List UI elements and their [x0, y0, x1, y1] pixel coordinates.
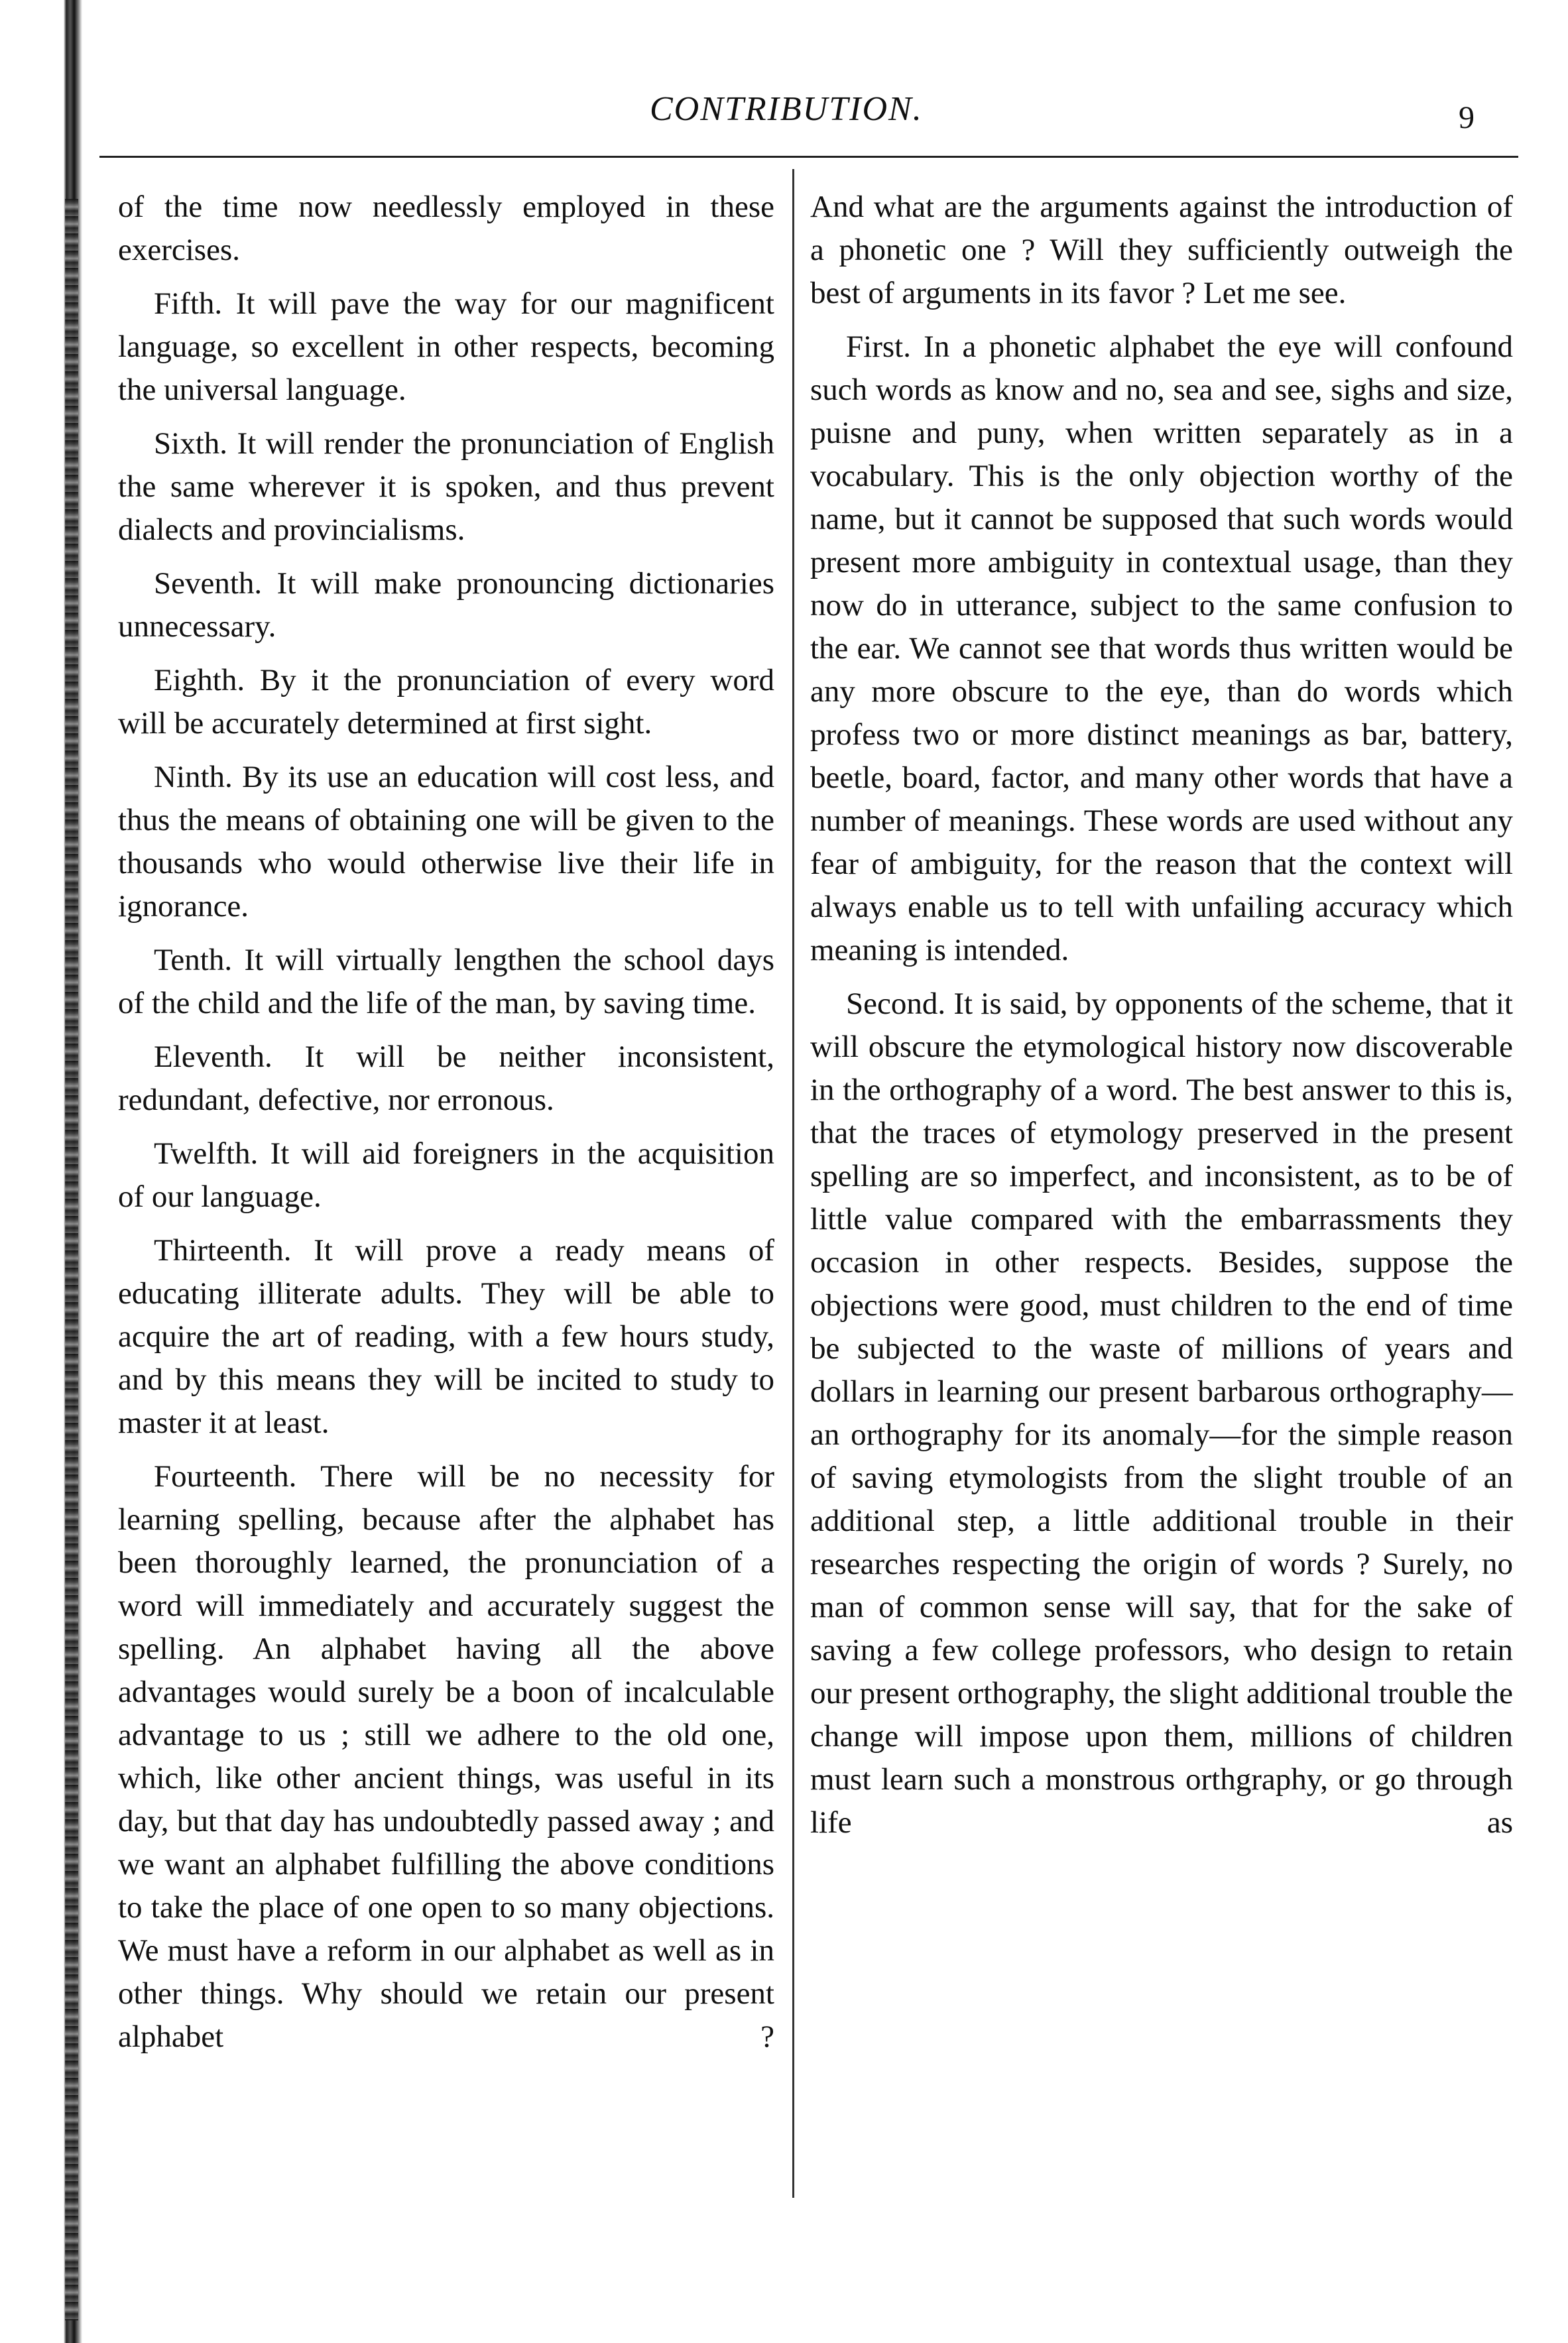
paragraph: Ninth. By its use an education will cost less, and thus the means of obtaining one will be given to the thousands who would otherwise live their life in ignorance. [118, 760, 774, 924]
running-title: CONTRIBUTION. [650, 90, 923, 128]
right-column [810, 186, 1513, 2214]
paragraph: Fourteenth. There will be no necessity for learning spelling, because after the alphabet has been thoroughly learned, the pronunciation of a word will immediately and accurately suggest the spelling. An alphabet having all the above advantages would surely be a boon of incalculable advantage to us ; still we adhere to the old one, which, like other ancient things, was useful in its day, but that day has undoubtedly passed away ; and we want an alphabet fulfilling the above conditions to take the place of one open to so many objections. We must have a reform in our alphabet as well as in other things. Why should we retain our present alphabet ? [118, 1459, 774, 2054]
page-number: 9 [1459, 100, 1475, 135]
paragraph: Tenth. It will virtually lengthen the school days of the child and the life of the man, by saving time. [118, 943, 774, 1020]
paragraph: Fifth. It will pave the way for our magnificent language, so excellent in other respects, becoming the universal language. [118, 286, 774, 407]
header-rule [99, 156, 1518, 158]
paragraph: Second. It is said, by opponents of the scheme, that it will obscure the etymological history now discoverable in the orthography of a word. The best answer to this is, that the traces of etymology preserved in the present spelling are so imperfect, and inconsistent, as to be of little value compared with the embarrassments they occasion in other respects. Besides, suppose the objections were good, must children to the end of time be subjected to the waste of millions of years and dollars in learning our present barbarous orthography—an orthography for its anomaly—for the simple reason of saving etymologists from the slight trouble of an additional step, a little additional trouble in their researches respecting the origin of words ? Surely, no man of common sense will say, that for the sake of saving a few college professors, who design to retain our present orthography, the slight additional trouble the change will impose upon them, millions of children must learn such a monstrous orthgraphy, or go through life as [810, 987, 1513, 1840]
paragraph: Sixth. It will render the pronunciation of English the same wherever it is spoken, and thus prevent dialects and provincialisms. [118, 426, 774, 547]
page-binding-edge [0, 0, 99, 2343]
left-column [118, 186, 774, 2214]
paragraph: Eleventh. It will be neither inconsistent, redundant, defective, nor erronous. [118, 1040, 774, 1117]
paragraph: And what are the arguments against the introduction of a phonetic one ? Will they sufficiently outweigh the best of arguments in its favor ? Let me see. [810, 190, 1513, 310]
paragraph: Eighth. By it the pronunciation of every word will be accurately determined at first sight. [118, 663, 774, 741]
binding-strip [65, 199, 78, 2320]
paragraph: of the time now needlessly employed in these exercises. [118, 190, 774, 267]
column-divider [792, 169, 794, 2198]
paragraph: First. In a phonetic alphabet the eye will confound such words as know and no, sea and see, sighs and size, puisne and puny, when written separately as in a vocabulary. This is the only objection worthy of the name, but it cannot be supposed that such words would present more ambiguity in contextual usage, than they now do in utterance, subject to the same confusion to the ear. We cannot see that words thus written would be any more obscure to the eye, than do words which profess two or more distinct meanings as bar, battery, beetle, board, factor, and many other words that have a number of meanings. These words are used without any fear of ambiguity, for the reason that the context will always enable us to tell with unfailing accuracy which meaning is intended. [810, 330, 1513, 967]
paragraph: Thirteenth. It will prove a ready means of educating illiterate adults. They will be able to acquire the art of reading, with a few hours study, and by this means they will be incited to study to master it at least. [118, 1233, 774, 1440]
paragraph: Twelfth. It will aid foreigners in the acquisition of our language. [118, 1136, 774, 1214]
paragraph: Seventh. It will make pronouncing dictionaries unnecessary. [118, 566, 774, 644]
